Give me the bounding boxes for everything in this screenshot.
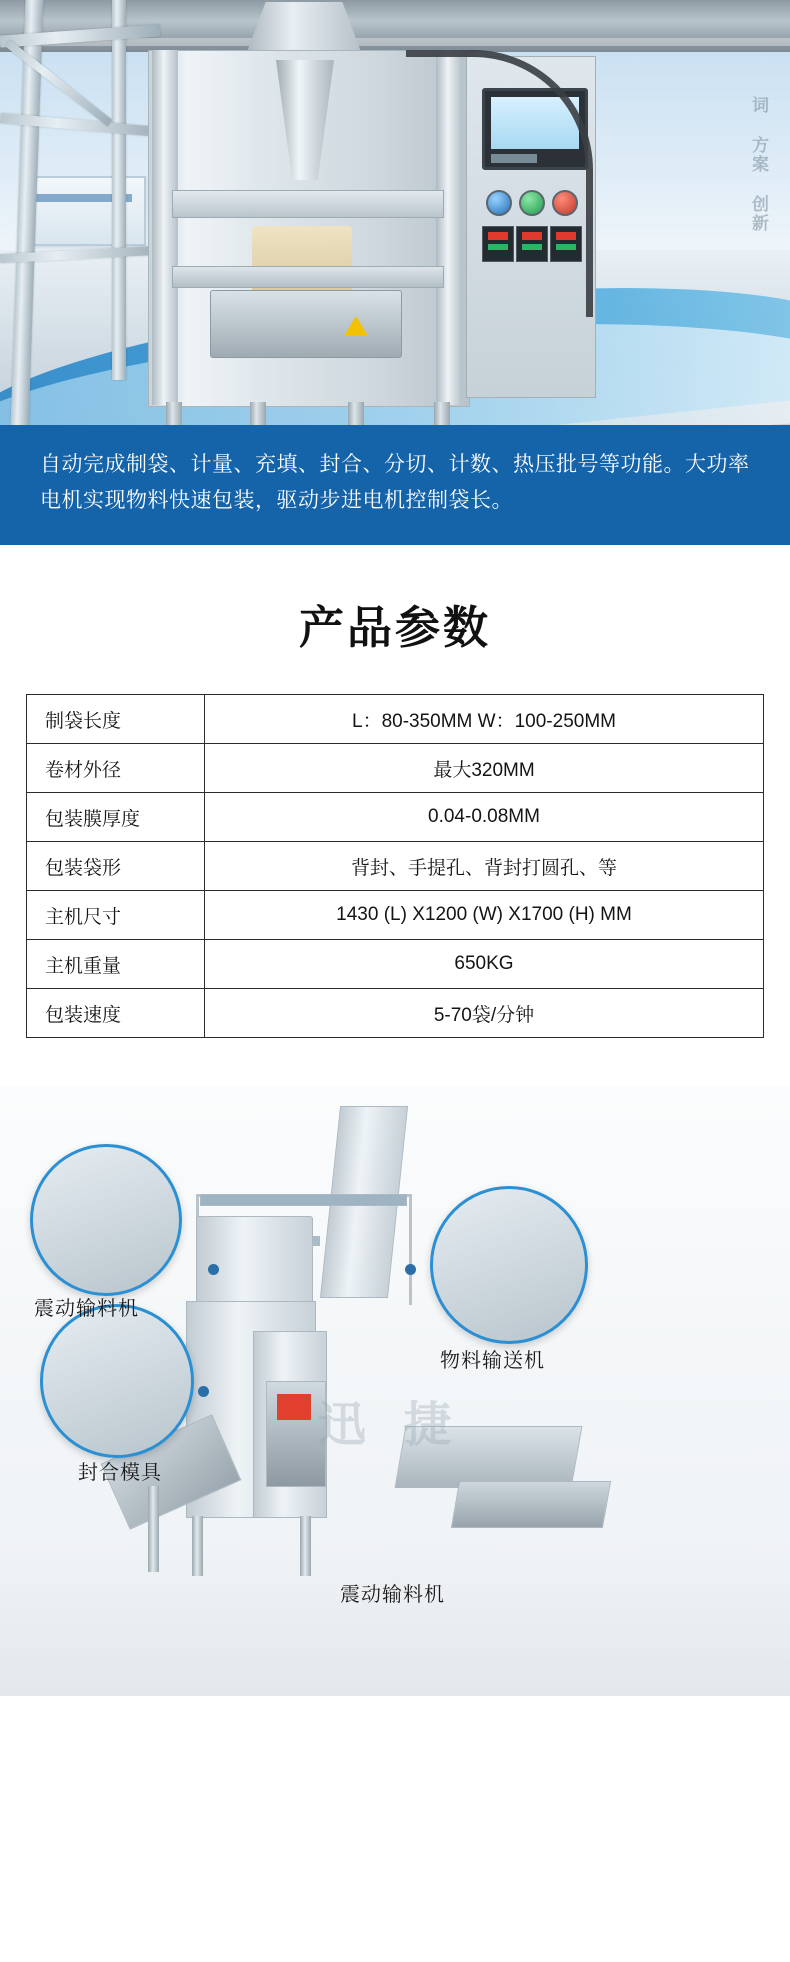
callout-dot bbox=[208, 1264, 219, 1275]
param-key: 包装速度 bbox=[27, 989, 205, 1038]
table-row bbox=[27, 940, 764, 989]
machine-legs bbox=[158, 402, 458, 425]
vibrating-feeder-base bbox=[451, 1481, 611, 1528]
param-value: 650KG bbox=[205, 940, 764, 989]
hero-machine-photo bbox=[0, 0, 790, 425]
support-gantry bbox=[0, 0, 160, 425]
param-value: L：80-350MM W：100-250MM bbox=[205, 695, 764, 744]
callout-bubble-sealing-mould bbox=[40, 1304, 194, 1458]
param-key: 主机尺寸 bbox=[27, 891, 205, 940]
product-parameters-section bbox=[0, 545, 790, 1068]
param-value: 背封、手提孔、背封打圆孔、等 bbox=[205, 842, 764, 891]
collage-control-box bbox=[266, 1381, 326, 1487]
machine-leg bbox=[192, 1516, 203, 1576]
machine-column-left bbox=[152, 50, 178, 405]
param-value: 最大320MM bbox=[205, 744, 764, 793]
platform-rail-top bbox=[200, 1194, 407, 1206]
params-table bbox=[26, 694, 764, 1038]
callout-bubble-vibrating-feeder bbox=[30, 1144, 182, 1296]
table-row bbox=[27, 744, 764, 793]
packing-machine bbox=[148, 50, 593, 420]
param-key: 包装膜厚度 bbox=[27, 793, 205, 842]
feature-caption-band bbox=[0, 425, 790, 545]
table-row bbox=[27, 842, 764, 891]
feature-caption-text: 自动完成制袋、计量、充填、封合、分切、计数、热压批号等功能。大功率电机实现物料快速包装，驱动步进电机控制袋长。 bbox=[40, 453, 750, 512]
param-key: 卷材外径 bbox=[27, 744, 205, 793]
table-row bbox=[27, 989, 764, 1038]
callout-label-material-conveyor: 物料输送机 bbox=[440, 1350, 545, 1372]
table-row bbox=[27, 891, 764, 940]
collage-floor bbox=[0, 1546, 790, 1696]
param-key: 制袋长度 bbox=[27, 695, 205, 744]
callout-label-vibrating-feeder-bottom: 震动输料机 bbox=[340, 1584, 445, 1606]
machine-crossbar-lower bbox=[172, 266, 444, 288]
collage-watermark: 迅 捷 bbox=[318, 1399, 464, 1452]
param-key: 包装袋形 bbox=[27, 842, 205, 891]
machine-collage-photo bbox=[0, 1086, 790, 1696]
params-title: 产品参数 bbox=[298, 602, 491, 653]
callout-label-vibrating-feeder: 震动输料机 bbox=[34, 1298, 139, 1320]
callout-bubble-material-conveyor bbox=[430, 1186, 588, 1344]
machine-leg bbox=[148, 1486, 159, 1572]
param-key: 主机重量 bbox=[27, 940, 205, 989]
machine-crossbar-upper bbox=[172, 190, 444, 218]
machine-leg bbox=[300, 1516, 311, 1576]
table-row bbox=[27, 695, 764, 744]
param-value: 5-70袋/分钟 bbox=[205, 989, 764, 1038]
table-row bbox=[27, 793, 764, 842]
param-value: 1430 (L) X1200 (W) X1700 (H) MM bbox=[205, 891, 764, 940]
callout-dot bbox=[405, 1264, 416, 1275]
callout-label-sealing-mould: 封合模具 bbox=[78, 1462, 162, 1484]
callout-dot bbox=[198, 1386, 209, 1397]
param-value: 0.04-0.08MM bbox=[205, 793, 764, 842]
sealing-jaw bbox=[210, 290, 402, 358]
hero-watermark-right: 词 方案 创新 bbox=[749, 96, 768, 233]
